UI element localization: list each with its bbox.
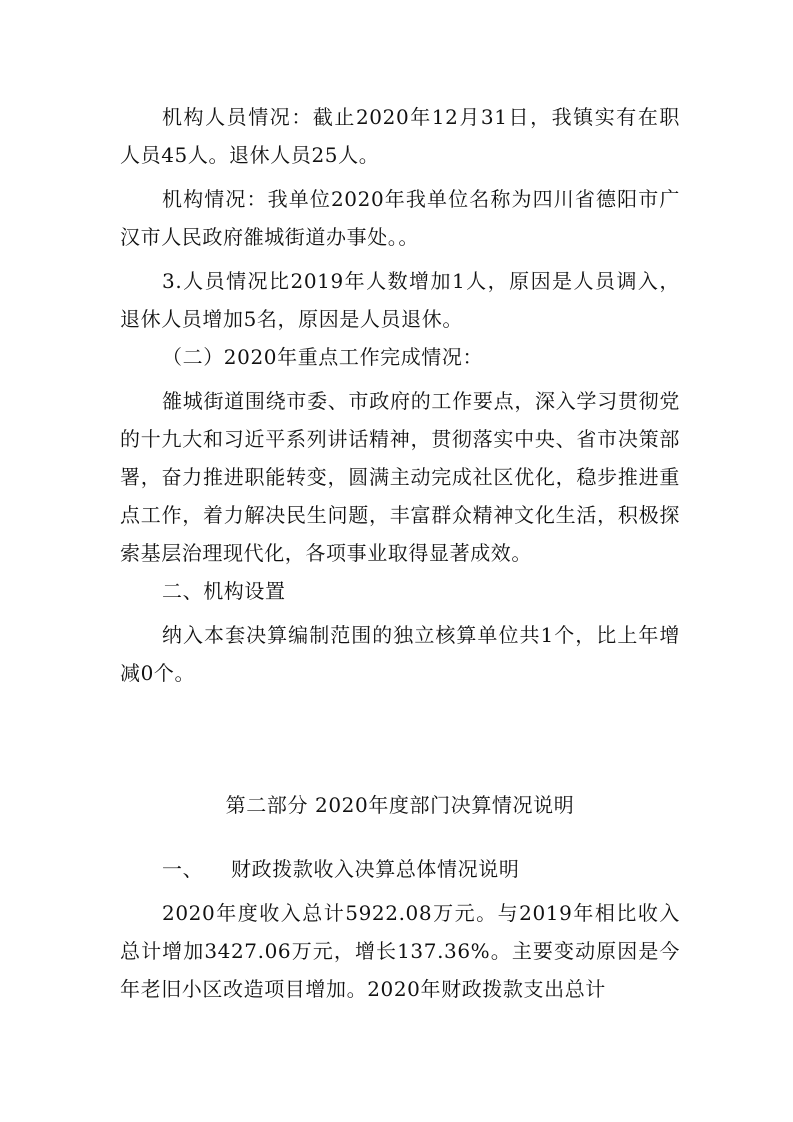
fiscal-income-heading: 一、 财政拨款收入决算总体情况说明 bbox=[162, 857, 520, 881]
part-two-title: 第二部分 2020年度部门决算情况说明 bbox=[225, 793, 575, 817]
org-setup-heading: 二、机构设置 bbox=[162, 579, 286, 603]
key-work-paragraph: 雒城街道围绕市委、市政府的工作要点，深入学习贯彻党的十九大和习近平系列讲话精神，贯彻落实中央、省市决策部署，奋力推进职能转变，圆满主动完成社区优化，稳步推进重点工作，着力解决民生问题，丰富群众精神文化生活，积极探索基层治理现代化，各项事业取得显著成效。 bbox=[120, 389, 680, 565]
lower-content bbox=[120, 850, 680, 1008]
upper-content bbox=[120, 98, 680, 692]
income-paragraph: 2020年度收入总计5922.08万元。与2019年相比收入总计增加3427.06万元，增长137.36%。主要变动原因是今年老旧小区改造项目增加。2020年财政拨款支出总计 bbox=[120, 901, 680, 1001]
key-work-heading: （二）2020年重点工作完成情况： bbox=[162, 345, 484, 369]
staff-change-paragraph: 3.人员情况比2019年人数增加1人，原因是人员调入，退休人员增加5名，原因是人员退休。 bbox=[120, 269, 680, 331]
institution-paragraph: 机构情况：我单位2020年我单位名称为四川省德阳市广汉市人民政府雒城街道办事处。。 bbox=[120, 187, 680, 249]
org-setup-paragraph: 纳入本套决算编制范围的独立核算单位共1个，比上年增减0个。 bbox=[120, 623, 680, 685]
staff-paragraph: 机构人员情况：截止2020年12月31日，我镇实有在职人员45人。退休人员25人。 bbox=[120, 105, 680, 167]
